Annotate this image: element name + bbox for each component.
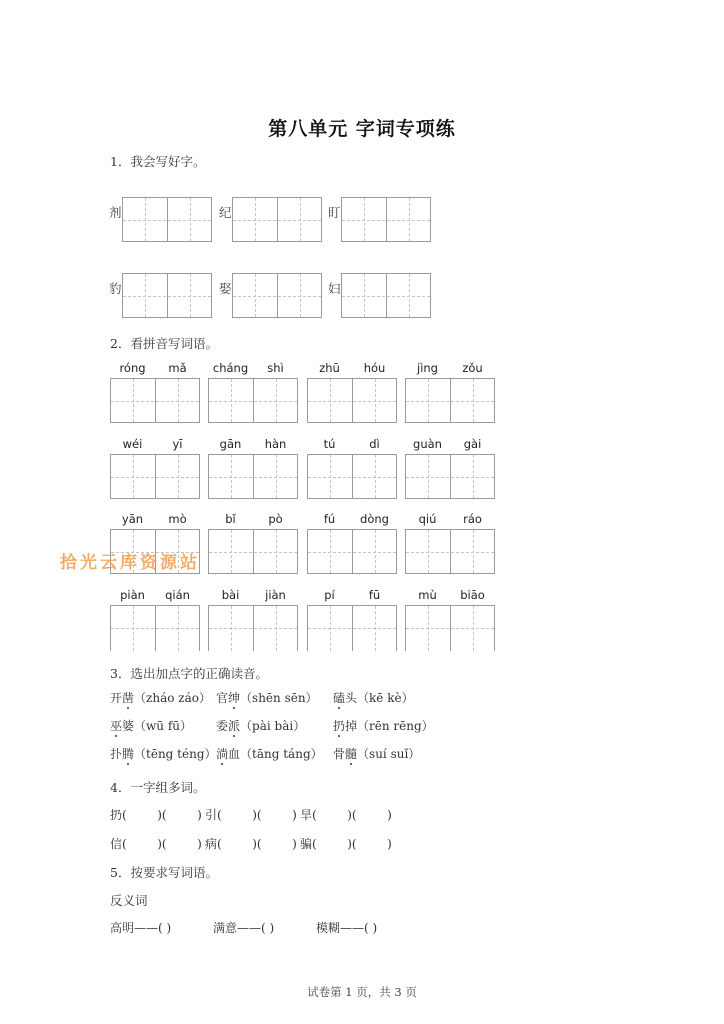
word-part: 血: [228, 747, 241, 761]
grid-line: [308, 401, 396, 402]
target-character: 剂: [109, 205, 122, 220]
grid-line: [111, 628, 199, 629]
word-group-item[interactable]: [300, 806, 392, 823]
grid-line: [209, 401, 297, 402]
section1-heading: 1．我会写好字。: [110, 154, 206, 169]
target-character: 娶: [219, 281, 232, 296]
pinyin-label: yān: [121, 512, 144, 526]
pinyin-label: jìng: [417, 361, 438, 375]
writing-grid-box[interactable]: [122, 197, 212, 242]
dotted-character: 髓: [345, 747, 358, 761]
grid-line: [123, 296, 211, 297]
grid-line: [111, 477, 199, 478]
writing-grid-box[interactable]: [307, 605, 397, 651]
grid-line: [209, 552, 297, 553]
section3-heading: 3．选出加点字的正确读音。: [110, 666, 268, 681]
word-part: 扑: [110, 747, 123, 761]
word-part: 官: [216, 691, 229, 705]
grid-line: [406, 401, 494, 402]
writing-grid-box[interactable]: [232, 197, 322, 242]
word-group-item[interactable]: [300, 835, 392, 852]
pinyin-label: zǒu: [462, 361, 483, 375]
writing-grid-box[interactable]: [122, 273, 212, 318]
grid-line: [308, 628, 396, 629]
pinyin-options: （wū fū）: [134, 719, 193, 733]
pinyin-label: bǐ: [225, 512, 236, 526]
base-character: 引: [205, 808, 218, 822]
pinyin-label: fú: [323, 512, 336, 526]
pinyin-label: fū: [368, 588, 381, 602]
pinyin-options: （suí suǐ）: [357, 747, 421, 761]
base-character: 病: [205, 837, 218, 851]
grid-line: [233, 220, 321, 221]
word-part: 婆: [122, 719, 135, 733]
writing-grid-box[interactable]: [341, 273, 431, 318]
pinyin-label: dì: [369, 437, 380, 451]
antonym-item[interactable]: 模糊——( ): [316, 921, 378, 935]
writing-grid-box[interactable]: [341, 197, 431, 242]
answer-blanks[interactable]: ( )( ): [217, 808, 297, 822]
pinyin-label: hóu: [363, 361, 386, 375]
antonym-item[interactable]: 满意——( ): [213, 921, 275, 935]
dotted-character: 巫: [110, 719, 123, 733]
grid-line: [209, 628, 297, 629]
target-character: 妇: [328, 281, 341, 296]
answer-blanks[interactable]: ( )( ): [217, 837, 297, 851]
word-group-item[interactable]: [205, 806, 297, 823]
pinyin-label: yī: [172, 437, 183, 451]
base-character: 骗: [300, 837, 313, 851]
dotted-character: 腾: [122, 747, 135, 761]
section4-heading: 4．一字组多词。: [110, 780, 206, 795]
writing-grid-box[interactable]: [307, 454, 397, 499]
base-character: 扔: [110, 808, 123, 822]
antonym-item[interactable]: 高明——( ): [110, 921, 172, 935]
word-part: 骨: [333, 747, 346, 761]
pronunciation-item[interactable]: [333, 745, 420, 762]
dotted-character: 淌: [216, 747, 229, 761]
writing-grid-box[interactable]: [208, 605, 298, 651]
pinyin-options: （kē kè）: [357, 691, 414, 705]
pinyin-label: piàn: [120, 588, 145, 602]
pinyin-label: mù: [418, 588, 437, 602]
target-character: 豹: [109, 281, 122, 296]
watermark: 拾光云库资源站: [60, 553, 200, 573]
base-character: 旱: [300, 808, 313, 822]
writing-grid-box[interactable]: [307, 378, 397, 423]
grid-line: [308, 552, 396, 553]
pinyin-label: qiú: [418, 512, 437, 526]
dotted-character: 扔: [333, 719, 346, 733]
pinyin-label: mò: [168, 512, 187, 526]
answer-blanks[interactable]: ( )( ): [312, 808, 392, 822]
writing-grid-box[interactable]: [405, 454, 495, 499]
pinyin-label: ráo: [463, 512, 482, 526]
grid-line: [342, 220, 430, 221]
pinyin-options: （pài bài）: [240, 719, 306, 733]
pinyin-label: mǎ: [168, 361, 187, 375]
pronunciation-item[interactable]: [110, 745, 217, 762]
word-group-item[interactable]: [110, 835, 202, 852]
answer-blanks[interactable]: ( )( ): [122, 837, 202, 851]
grid-line: [406, 552, 494, 553]
pinyin-label: wéi: [122, 437, 143, 451]
page-title: 第八单元 字词专项练: [268, 118, 456, 140]
pinyin-label: qián: [165, 588, 190, 602]
page-footer: 试卷第 1 页，共 3 页: [307, 985, 417, 999]
pinyin-label: dòng: [360, 512, 389, 526]
target-character: 盯: [328, 205, 341, 220]
pinyin-label: guàn: [413, 437, 442, 451]
word-part: 掉: [345, 719, 358, 733]
pinyin-options: （tēng téng）: [134, 747, 217, 761]
section5-heading: 5．按要求写词语。: [110, 865, 218, 880]
word-group-item[interactable]: [110, 806, 202, 823]
pinyin-label: hàn: [264, 437, 287, 451]
section2-heading: 2．看拼音写词语。: [110, 336, 218, 351]
pinyin-label: tú: [323, 437, 336, 451]
grid-line: [342, 296, 430, 297]
base-character: 信: [110, 837, 123, 851]
pinyin-options: （zháo záo）: [134, 691, 211, 705]
writing-grid-box[interactable]: [405, 529, 495, 574]
grid-line: [209, 477, 297, 478]
pinyin-label: cháng: [212, 361, 249, 375]
writing-grid-box[interactable]: [208, 454, 298, 499]
pinyin-label: bài: [221, 588, 240, 602]
target-character: 纪: [219, 205, 232, 220]
writing-grid-box[interactable]: [208, 378, 298, 423]
pronunciation-item[interactable]: [333, 689, 414, 706]
writing-grid-box[interactable]: [110, 454, 200, 499]
pronunciation-item[interactable]: [216, 717, 305, 734]
word-part: 开: [110, 691, 123, 705]
pronunciation-item[interactable]: [110, 689, 211, 706]
pronunciation-item[interactable]: [216, 745, 323, 762]
word-group-item[interactable]: [205, 835, 297, 852]
section5-subheading: 反义词: [110, 893, 148, 908]
writing-grid-box[interactable]: [110, 605, 200, 651]
dotted-character: 凿: [122, 691, 135, 705]
pinyin-options: （tāng táng）: [240, 747, 323, 761]
pinyin-options: （shēn sēn）: [240, 691, 318, 705]
pinyin-label: róng: [119, 361, 146, 375]
writing-grid-box[interactable]: [405, 378, 495, 423]
writing-grid-box[interactable]: [232, 273, 322, 318]
pinyin-label: pí: [324, 588, 335, 602]
dotted-character: 绅: [228, 691, 241, 705]
writing-grid-box[interactable]: [307, 529, 397, 574]
pronunciation-item[interactable]: [333, 717, 434, 734]
grid-line: [406, 477, 494, 478]
pinyin-label: shì: [267, 361, 284, 375]
pinyin-label: pò: [268, 512, 283, 526]
grid-line: [123, 220, 211, 221]
grid-line: [233, 296, 321, 297]
dotted-character: 磕: [333, 691, 346, 705]
word-part: 委: [216, 719, 229, 733]
dotted-character: 派: [228, 719, 241, 733]
grid-line: [111, 401, 199, 402]
grid-line: [406, 628, 494, 629]
answer-blanks[interactable]: ( )( ): [122, 808, 202, 822]
pinyin-label: gài: [463, 437, 482, 451]
writing-grid-box[interactable]: [405, 605, 495, 651]
pronunciation-item[interactable]: [216, 689, 318, 706]
grid-line: [308, 477, 396, 478]
pronunciation-item[interactable]: [110, 717, 192, 734]
pinyin-options: （rēn rēng）: [357, 719, 434, 733]
pinyin-label: jiàn: [265, 588, 286, 602]
pinyin-label: biāo: [460, 588, 485, 602]
writing-grid-box[interactable]: [110, 378, 200, 423]
answer-blanks[interactable]: ( )( ): [312, 837, 392, 851]
pinyin-label: gān: [219, 437, 242, 451]
word-part: 头: [345, 691, 358, 705]
writing-grid-box[interactable]: [208, 529, 298, 574]
pinyin-label: zhū: [319, 361, 340, 375]
